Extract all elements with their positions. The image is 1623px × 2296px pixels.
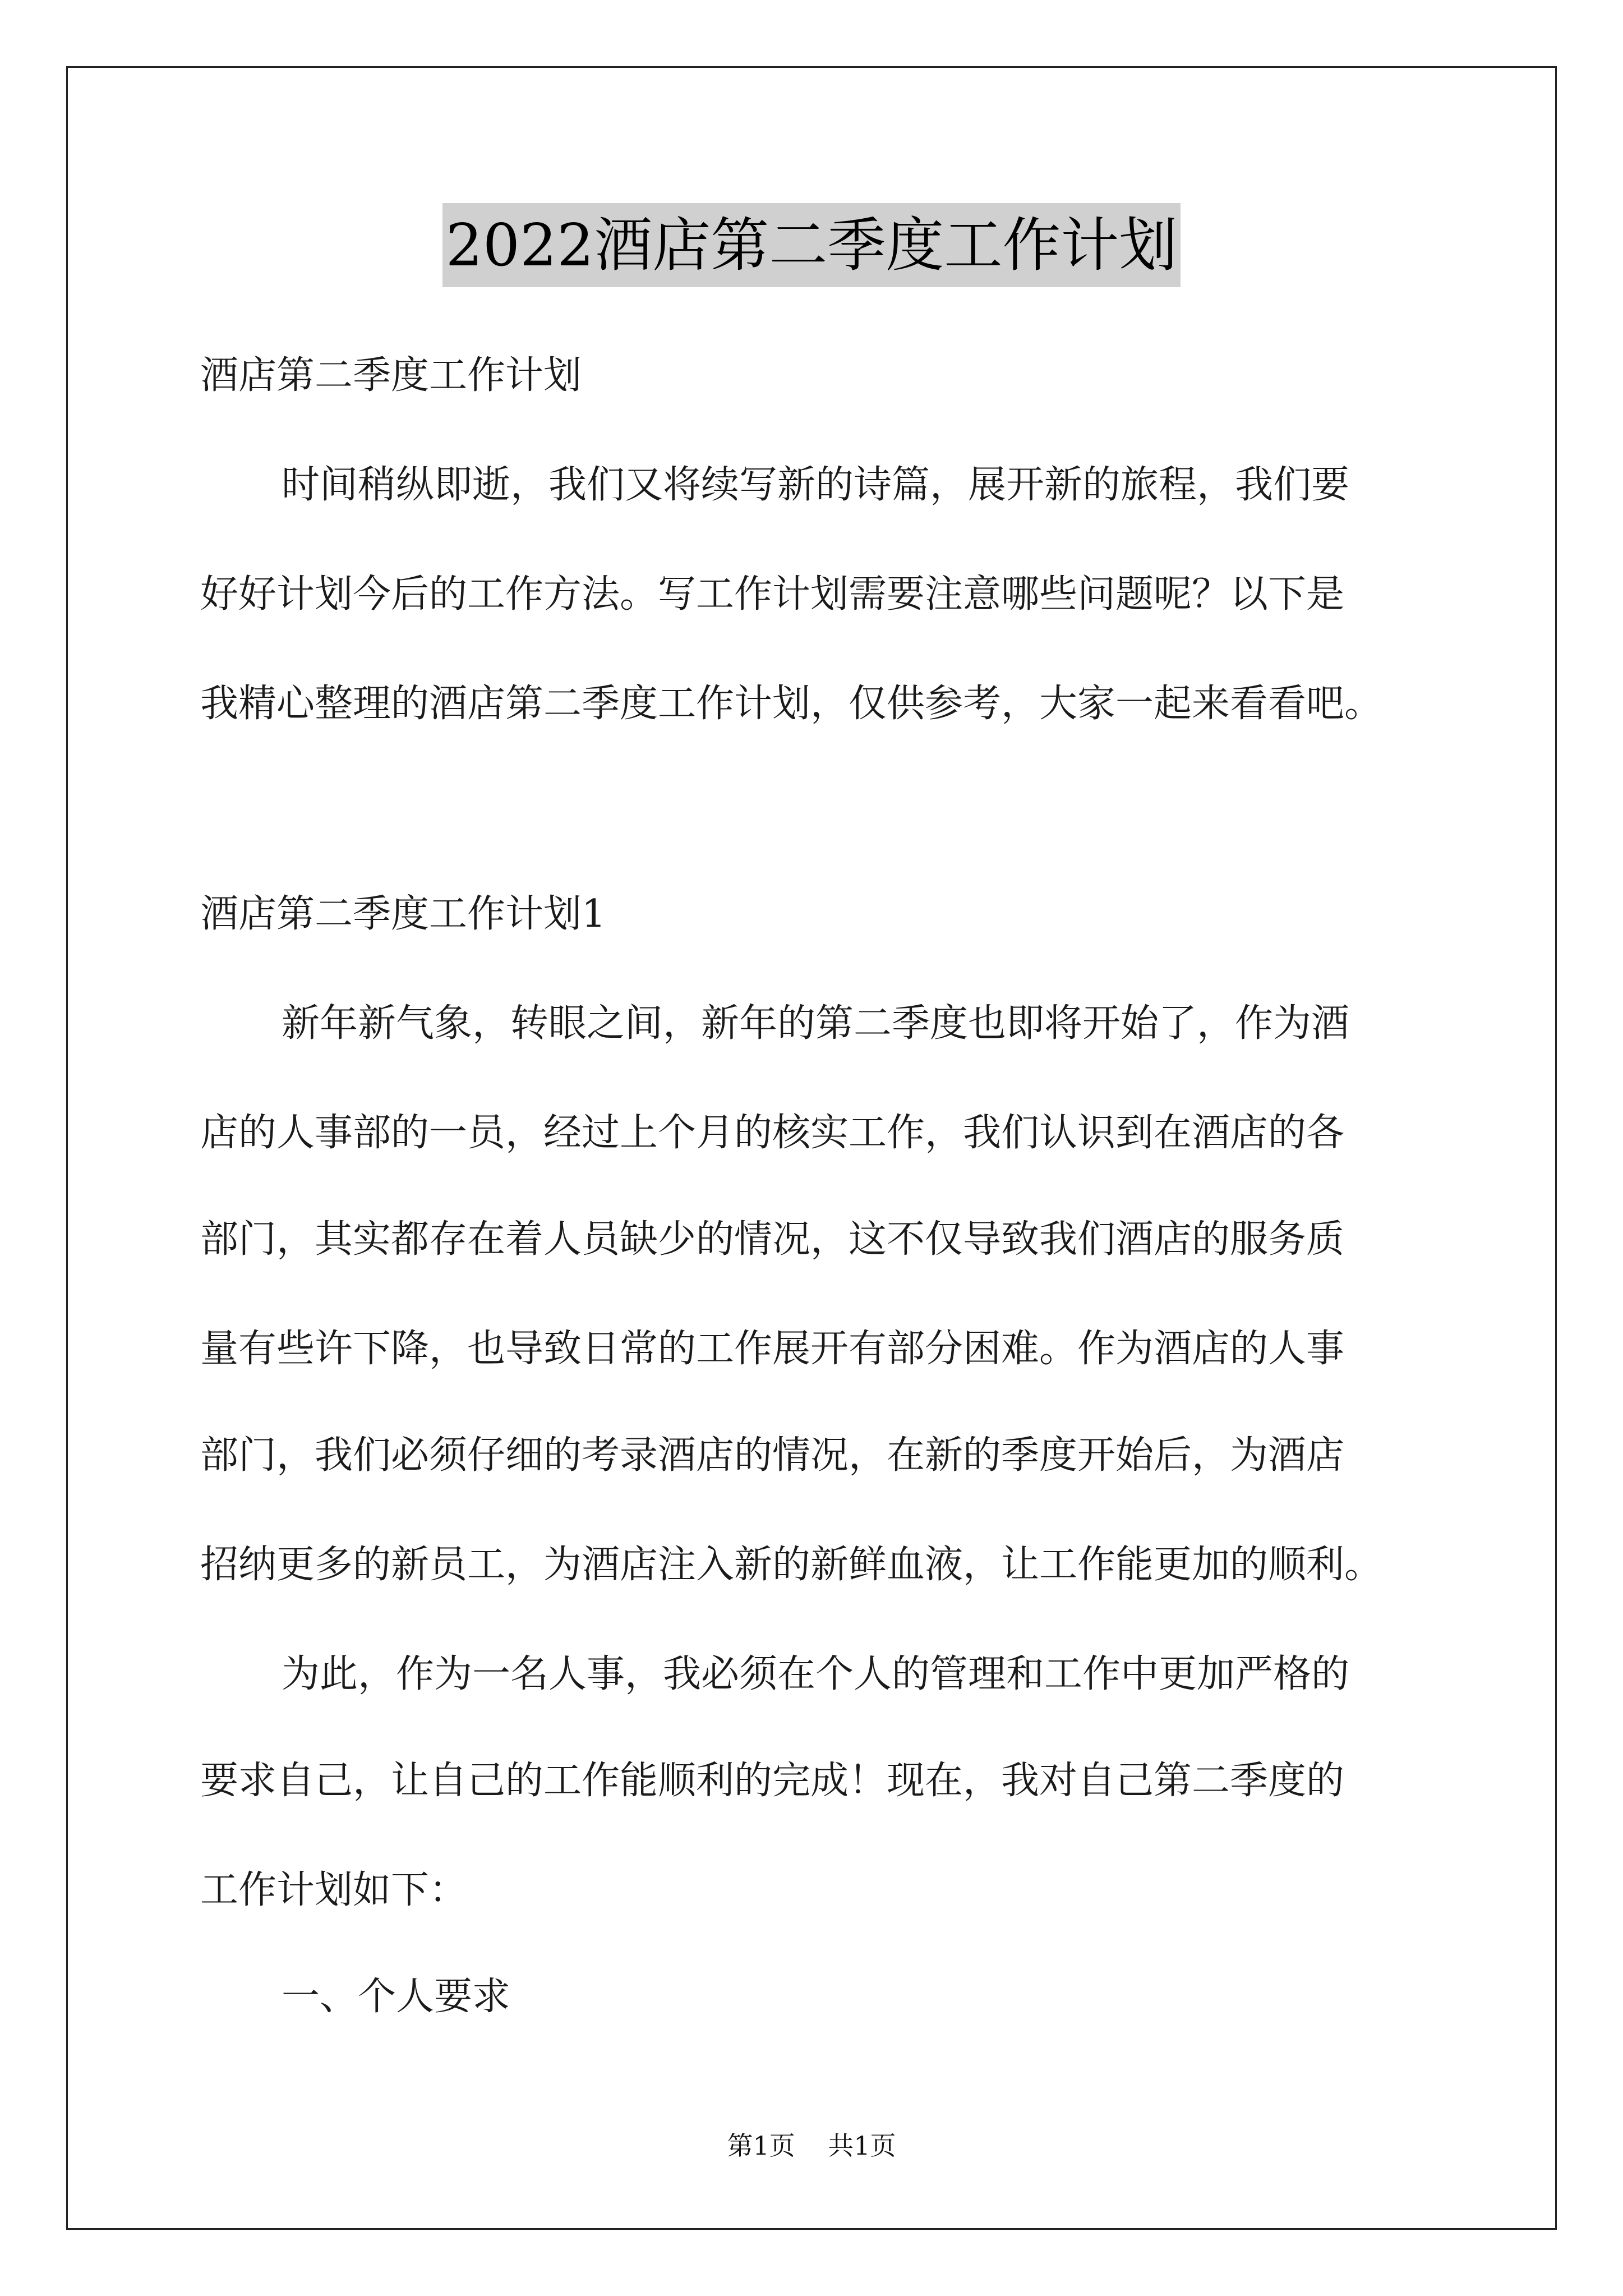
page-number: 第1页 [727, 2131, 795, 2161]
section-heading: 酒店第二季度工作计划1 [200, 892, 606, 936]
paragraph-line: 为此，作为一名人事，我必须在个人的管理和工作中更加严格的 [282, 1652, 1350, 1696]
paragraph-line: 工作计划如下： [200, 1868, 468, 1912]
paragraph-line: 时间稍纵即逝，我们又将续写新的诗篇，展开新的旅程，我们要 [282, 463, 1350, 507]
paragraph-line: 好好计划今后的工作方法。写工作计划需要注意哪些问题呢？以下是 [200, 572, 1345, 616]
paragraph-line: 部门，其实都存在着人员缺少的情况，这不仅导致我们酒店的服务质 [200, 1217, 1345, 1262]
paragraph-line: 量有些许下降，也导致日常的工作展开有部分困难。作为酒店的人事 [200, 1327, 1345, 1371]
section-heading: 酒店第二季度工作计划 [200, 353, 582, 398]
title-container [0, 203, 1623, 287]
paragraph-line: 招纳更多的新员工，为酒店注入新的新鲜血液，让工作能更加的顺利。 [200, 1543, 1383, 1587]
paragraph-line: 部门，我们必须仔细的考录酒店的情况，在新的季度开始后，为酒店 [200, 1433, 1345, 1478]
paragraph-line: 我精心整理的酒店第二季度工作计划，仅供参考，大家一起来看看吧。 [200, 682, 1383, 726]
paragraph-line: 新年新气象，转眼之间，新年的第二季度也即将开始了，作为酒 [282, 1001, 1350, 1046]
page-footer [0, 2129, 1623, 2162]
page-total: 共1页 [828, 2131, 896, 2161]
paragraph-line: 店的人事部的一员，经过上个月的核实工作，我们认识到在酒店的各 [200, 1111, 1345, 1155]
paragraph-line: 要求自己，让自己的工作能顺利的完成！现在，我对自己第二季度的 [200, 1759, 1345, 1803]
document-title: 2022酒店第二季度工作计划 [442, 203, 1181, 287]
list-heading: 一、个人要求 [282, 1975, 511, 2019]
